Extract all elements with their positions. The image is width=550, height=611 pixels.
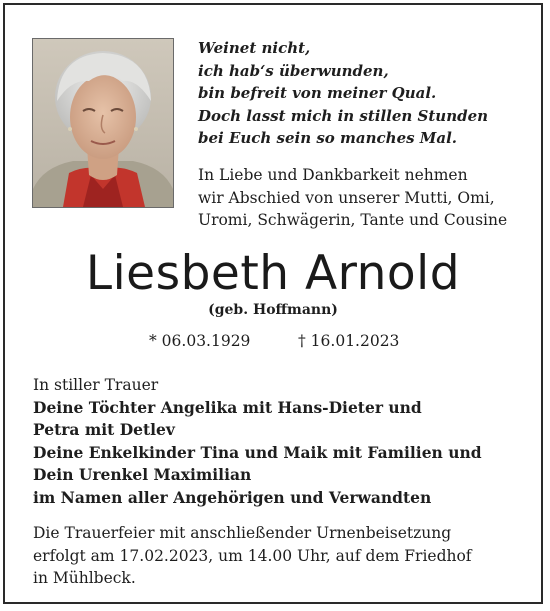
- service-line: erfolgt am 17.02.2023, um 14.00 Uhr, auf dem Friedhof: [33, 546, 472, 565]
- portrait-illustration: [33, 39, 173, 207]
- poem-line: bei Euch sein so manches Mal.: [198, 129, 458, 147]
- poem: [198, 37, 488, 150]
- mourners-block: [33, 374, 482, 509]
- death-date: † 16.01.2023: [298, 332, 400, 350]
- intro-line: wir Abschied von unserer Mutti, Omi,: [198, 188, 495, 207]
- mourner-line: Deine Enkelkinder Tina und Maik mit Familien und: [33, 442, 482, 462]
- intro-line: In Liebe und Dankbarkeit nehmen: [198, 166, 468, 184]
- mourner-line: im Namen aller Angehörigen und Verwandten: [33, 487, 432, 507]
- mourner-line: Petra mit Detlev: [33, 420, 175, 439]
- mourner-line: Deine Töchter Angelika mit Hans-Dieter und: [33, 397, 422, 417]
- service-line: Die Trauerfeier mit anschließender Urnenbeisetzung: [33, 524, 452, 542]
- poem-line: Doch lasst mich in stillen Stunden: [198, 106, 489, 125]
- poem-line: ich hab‘s überwunden,: [198, 61, 389, 80]
- birth-date: * 06.03.1929: [149, 332, 251, 350]
- obituary-notice: [3, 3, 543, 604]
- funeral-service-info: [33, 522, 472, 590]
- poem-line: Weinet nicht,: [198, 39, 311, 57]
- deceased-name: Liesbeth Arnold: [85, 246, 461, 301]
- maiden-name: (geb. Hoffmann): [208, 302, 338, 318]
- farewell-intro: [198, 164, 507, 232]
- portrait-photo: [32, 38, 174, 208]
- intro-line: Uromi, Schwägerin, Tante und Cousine: [198, 211, 508, 229]
- mourners-intro: In stiller Trauer: [33, 376, 159, 394]
- service-line: in Mühlbeck.: [33, 569, 136, 587]
- poem-line: bin befreit von meiner Qual.: [198, 84, 437, 102]
- mourner-line: Dein Urenkel Maximilian: [33, 465, 252, 484]
